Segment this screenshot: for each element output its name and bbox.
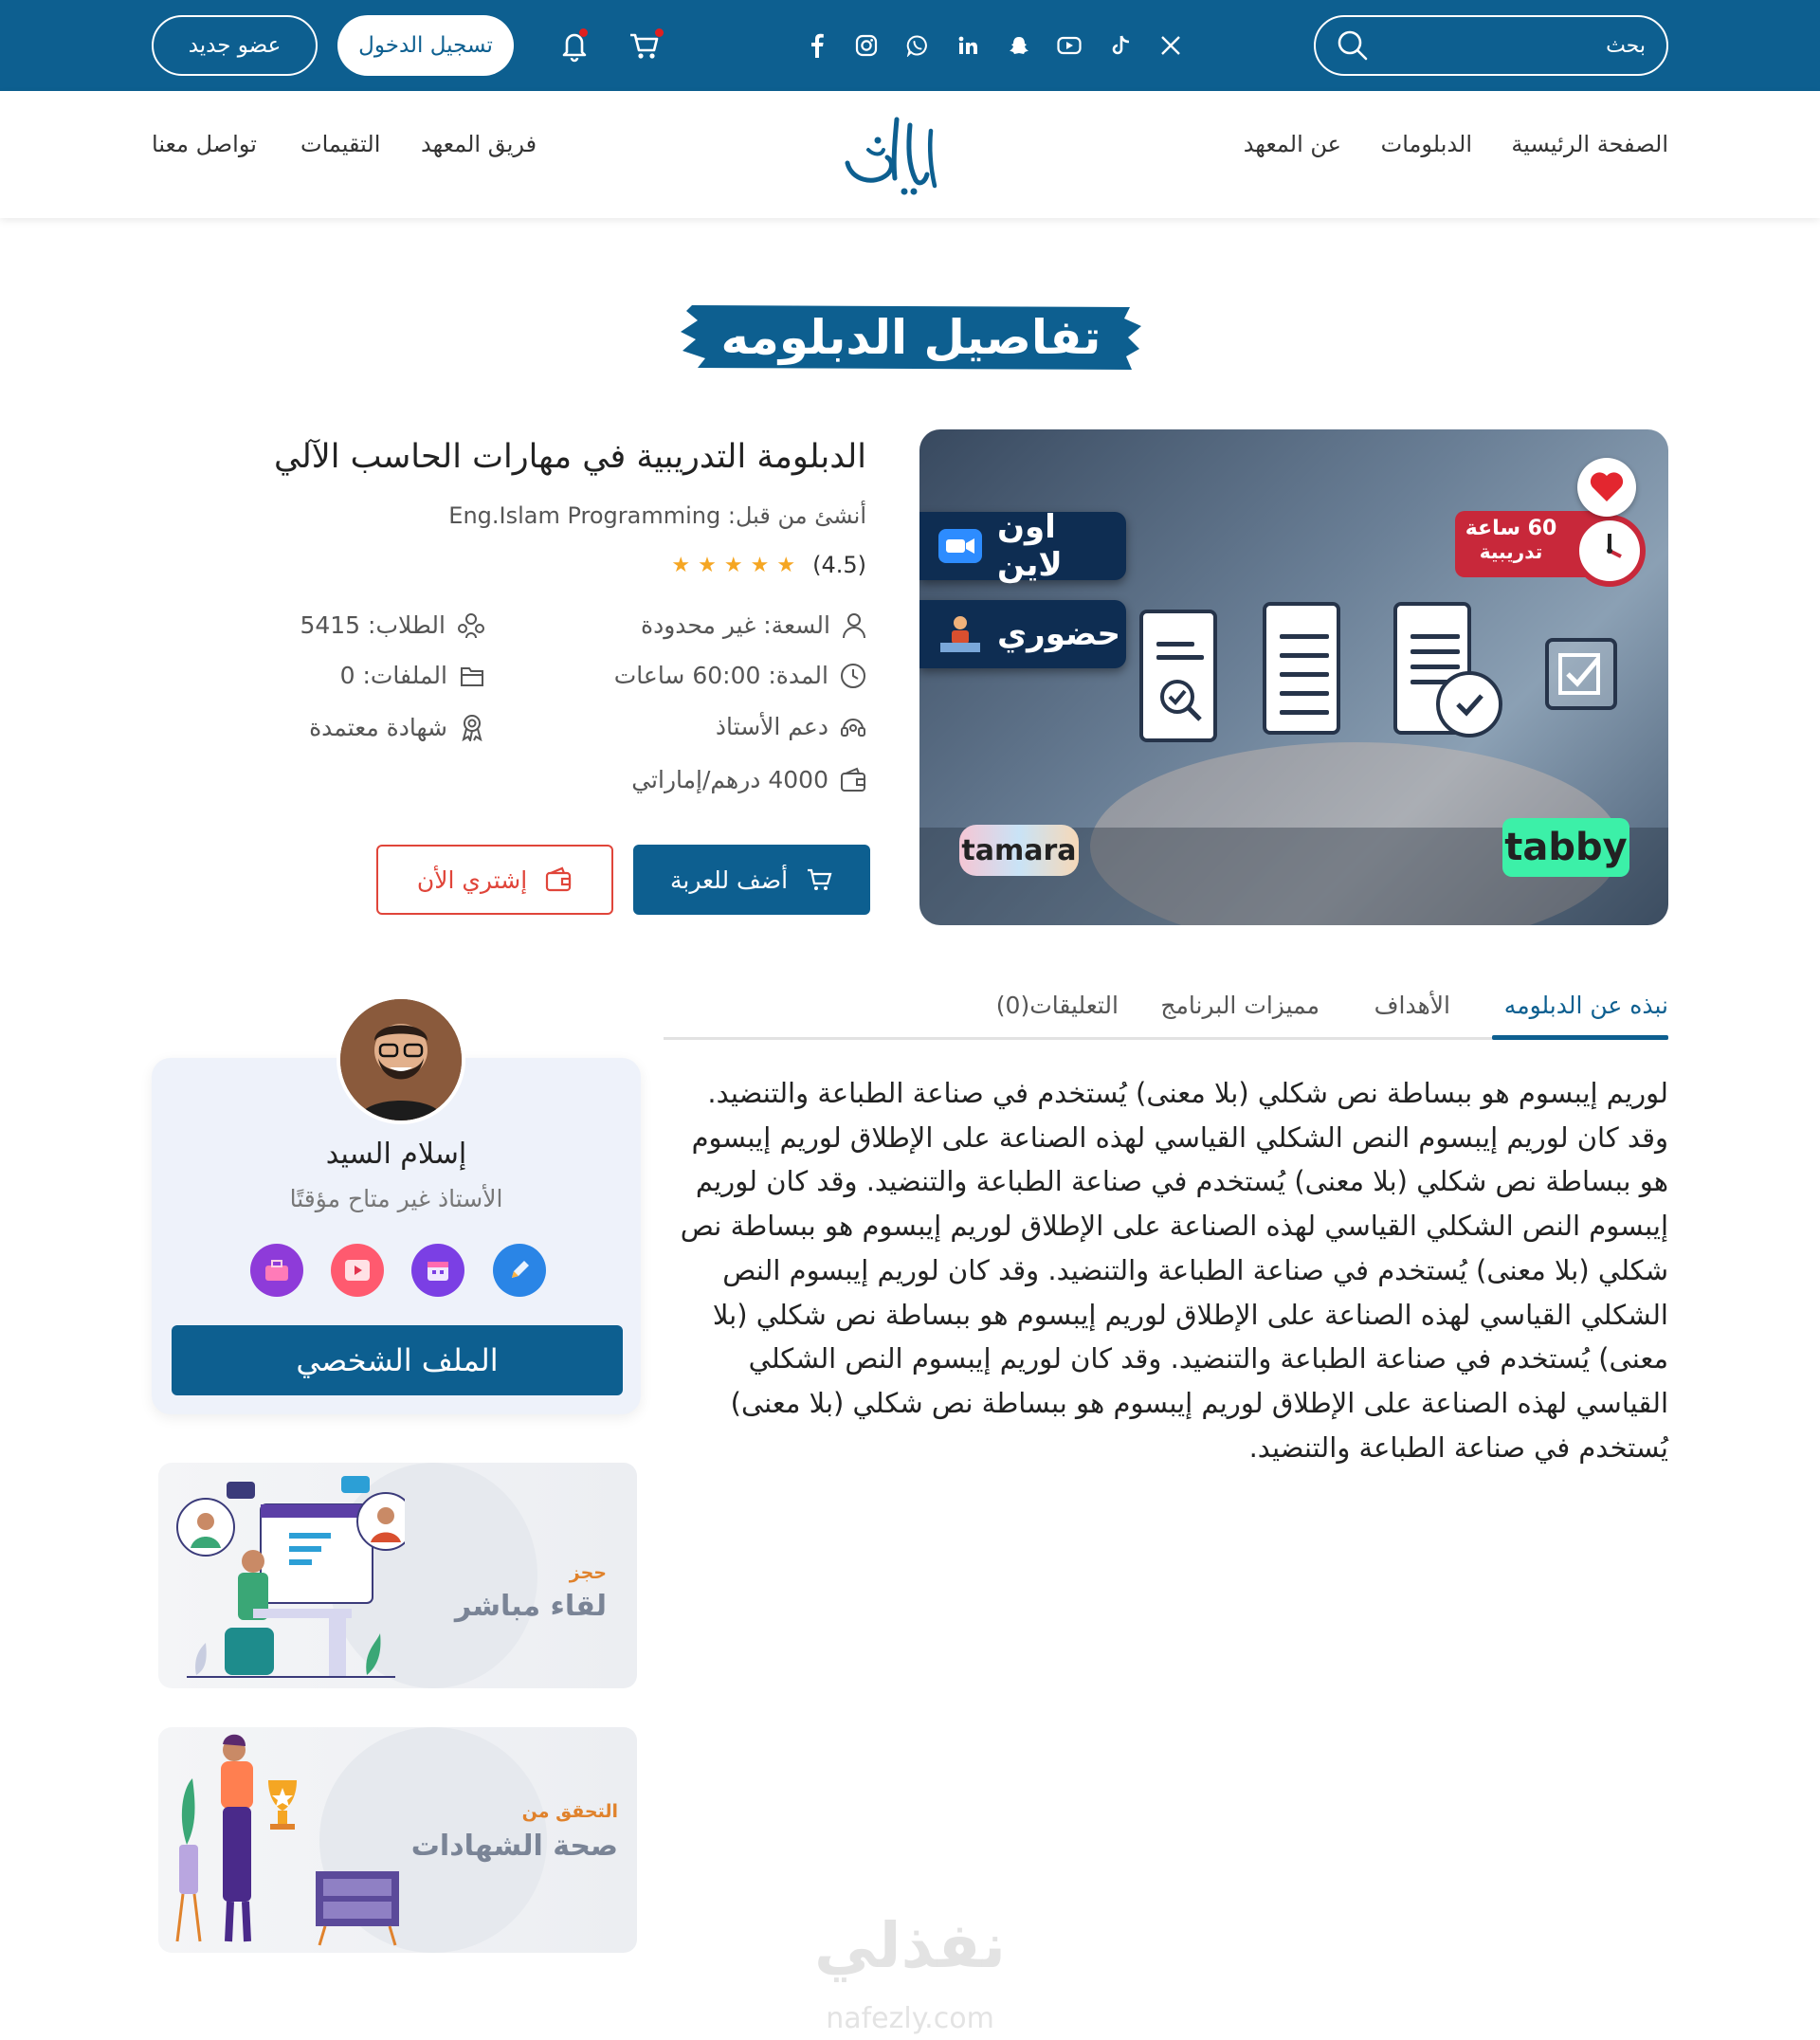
avatar[interactable] xyxy=(337,995,465,1124)
tab-features[interactable]: مميزات البرنامج xyxy=(1160,992,1320,1019)
students-info xyxy=(300,611,485,639)
students-icon xyxy=(457,612,485,639)
wallet-icon[interactable] xyxy=(544,865,573,894)
cart-icon[interactable] xyxy=(805,865,833,894)
tiktok-icon[interactable] xyxy=(1104,30,1137,61)
star-icon: ★ xyxy=(698,553,717,577)
certificate-info xyxy=(309,713,485,741)
certificate-text: شهادة معتمدة xyxy=(309,713,447,741)
calendar-icon[interactable] xyxy=(411,1244,464,1297)
nav-team[interactable]: فريق المعهد xyxy=(421,131,537,157)
briefcase-icon[interactable] xyxy=(250,1244,303,1297)
price-info xyxy=(631,766,866,793)
online-label: اون لاين xyxy=(997,508,1063,584)
live-small-label: حجز xyxy=(569,1562,607,1583)
course-cover-image xyxy=(919,429,1668,925)
tab-goals[interactable]: الأهداف xyxy=(1374,992,1450,1019)
hours-unit: تدريبية xyxy=(1479,540,1543,563)
video-icon[interactable] xyxy=(331,1244,384,1297)
tabby-logo: tabby xyxy=(1502,818,1629,877)
user-icon xyxy=(842,612,866,639)
cart-notification-dot xyxy=(655,28,664,37)
edit-icon[interactable] xyxy=(493,1244,546,1297)
meeting-illustration xyxy=(168,1466,405,1685)
students-text: الطلاب: 5415 xyxy=(300,611,446,639)
snapchat-icon[interactable] xyxy=(1003,30,1035,61)
tab-about[interactable]: نبذه عن الدبلومه xyxy=(1503,992,1668,1019)
duration-info xyxy=(614,662,866,689)
rating-value: (4.5) xyxy=(812,552,866,578)
star-icon: ★ xyxy=(671,553,691,577)
clock-icon xyxy=(1574,515,1646,587)
nav-home[interactable]: الصفحة الرئيسية xyxy=(1511,131,1668,157)
cert-small-label: التحقق من xyxy=(521,1801,618,1822)
course-creator[interactable]: أنشئ من قبل: Eng.Islam Programming xyxy=(448,502,866,529)
folder-icon xyxy=(459,663,485,689)
profile-button[interactable]: الملف الشخصي xyxy=(172,1325,623,1395)
youtube-icon[interactable] xyxy=(1053,30,1085,61)
course-rating xyxy=(671,552,866,578)
live-big-label: لقاء مباشر xyxy=(454,1590,607,1623)
bell-notification-dot xyxy=(579,28,588,37)
onsite-badge xyxy=(919,600,1126,668)
video-camera-icon xyxy=(938,529,982,563)
nav-about[interactable]: عن المعهد xyxy=(1243,131,1341,157)
online-badge xyxy=(919,508,1126,584)
add-to-cart-label[interactable]: أضف للعربة xyxy=(669,865,789,894)
whatsapp-icon[interactable] xyxy=(901,30,934,61)
checklist-clipboard xyxy=(1263,602,1340,735)
nav-contact[interactable]: تواصل معنا xyxy=(152,131,257,157)
live-meeting-card[interactable] xyxy=(158,1463,637,1688)
star-icon: ★ xyxy=(723,553,743,577)
search-input[interactable] xyxy=(1399,34,1646,58)
onsite-label: حضوري xyxy=(997,615,1121,653)
search-bar[interactable] xyxy=(1314,15,1668,76)
course-title: الدبلومة التدريبية في مهارات الحاسب الآلي xyxy=(273,438,866,476)
add-to-cart-button[interactable] xyxy=(633,845,870,915)
support-info xyxy=(716,713,866,740)
price-text: 4000 درهم/إماراتي xyxy=(631,766,828,793)
trophy-illustration xyxy=(164,1731,401,1949)
star-icon: ★ xyxy=(750,553,770,577)
cart-icon[interactable] xyxy=(624,25,665,66)
heart-icon[interactable] xyxy=(1589,471,1625,503)
files-info xyxy=(340,662,485,689)
bell-icon[interactable] xyxy=(554,25,595,66)
instructor-name: إسلام السيد xyxy=(325,1138,467,1171)
hours-value: 60 ساعة xyxy=(1465,517,1557,540)
files-text: الملفات: 0 xyxy=(339,662,447,689)
search-icon[interactable] xyxy=(1337,29,1369,62)
capacity-text: السعة: غير محدودة xyxy=(640,611,830,639)
wallet-icon xyxy=(840,767,866,793)
star-icon: ★ xyxy=(776,553,796,577)
certificate-verify-card[interactable] xyxy=(158,1727,637,1953)
instructor-status: الأستاذ غير متاح مؤقتًا xyxy=(289,1185,503,1212)
checkbox-icon xyxy=(1545,638,1617,710)
active-tab-indicator xyxy=(1492,1035,1668,1040)
cert-big-label: صحة الشهادات xyxy=(410,1830,618,1863)
tab-comments[interactable]: التعليقات(0) xyxy=(995,992,1119,1019)
award-icon xyxy=(459,713,485,741)
buy-now-label[interactable]: إشتري الأن xyxy=(416,865,528,894)
site-logo[interactable] xyxy=(840,112,940,197)
tamara-logo: tamara xyxy=(959,825,1079,876)
nav-diplomas[interactable]: الدبلومات xyxy=(1380,131,1472,157)
course-description: لوريم إيبسوم هو ببساطة نص شكلي (بلا معنى) يُستخدم في صناعة الطباعة والتنضيد. وقد كان لوريم إيبسوم النص الشكلي القياسي لهذه الصناعة على الإطلاق لوريم إيبسوم هو ببساطة نص شكلي (بلا معنى) يُستخدم في صناعة الطباعة والتنضيد. وقد كان لوريم إيبسوم النص الشكلي القياسي لهذه الصناعة على الإطلاق لوريم إيبسوم هو ببساطة نص شكلي (بلا معنى) يُستخدم في صناعة الطباعة والتنضيد. وقد كان لوريم إيبسوم النص الشكلي القياسي لهذه الصناعة على الإطلاق لوريم إيبسوم هو ببساطة نص شكلي (بلا معنى) يُستخدم في صناعة الطباعة والتنضيد. وقد كان لوريم إيبسوم النص الشكلي القياسي لهذه الصناعة على الإطلاق لوريم إيبسوم هو ببساطة نص شكلي (بلا معنى) يُستخدم في صناعة الطباعة والتنضيد. xyxy=(680,1077,1668,1464)
instagram-icon[interactable] xyxy=(850,30,883,61)
buy-now-button[interactable] xyxy=(376,845,613,915)
page-title: تفاصيل الدبلومه xyxy=(720,310,1101,365)
nav-reviews[interactable]: التقيمات xyxy=(300,131,381,157)
login-button[interactable]: تسجيل الدخول xyxy=(337,15,514,76)
headset-icon xyxy=(840,714,866,740)
watermark-arabic: نفذلي xyxy=(814,1909,1006,1982)
checklist-clipboard xyxy=(1139,610,1217,742)
teacher-icon xyxy=(938,614,982,654)
watermark-latin: nafezly.com xyxy=(826,2002,994,2035)
duration-text: المدة: 60:00 ساعات xyxy=(613,662,828,689)
check-circle-icon xyxy=(1436,671,1502,738)
facebook-icon[interactable] xyxy=(801,30,833,61)
clock-outline-icon xyxy=(840,663,866,689)
favorite-button[interactable] xyxy=(1577,458,1636,517)
capacity-info xyxy=(641,611,866,639)
register-button[interactable]: عضو جديد xyxy=(152,15,318,76)
support-text: دعم الأستاذ xyxy=(715,713,828,740)
x-icon[interactable] xyxy=(1155,30,1187,61)
linkedin-icon[interactable] xyxy=(952,30,984,61)
